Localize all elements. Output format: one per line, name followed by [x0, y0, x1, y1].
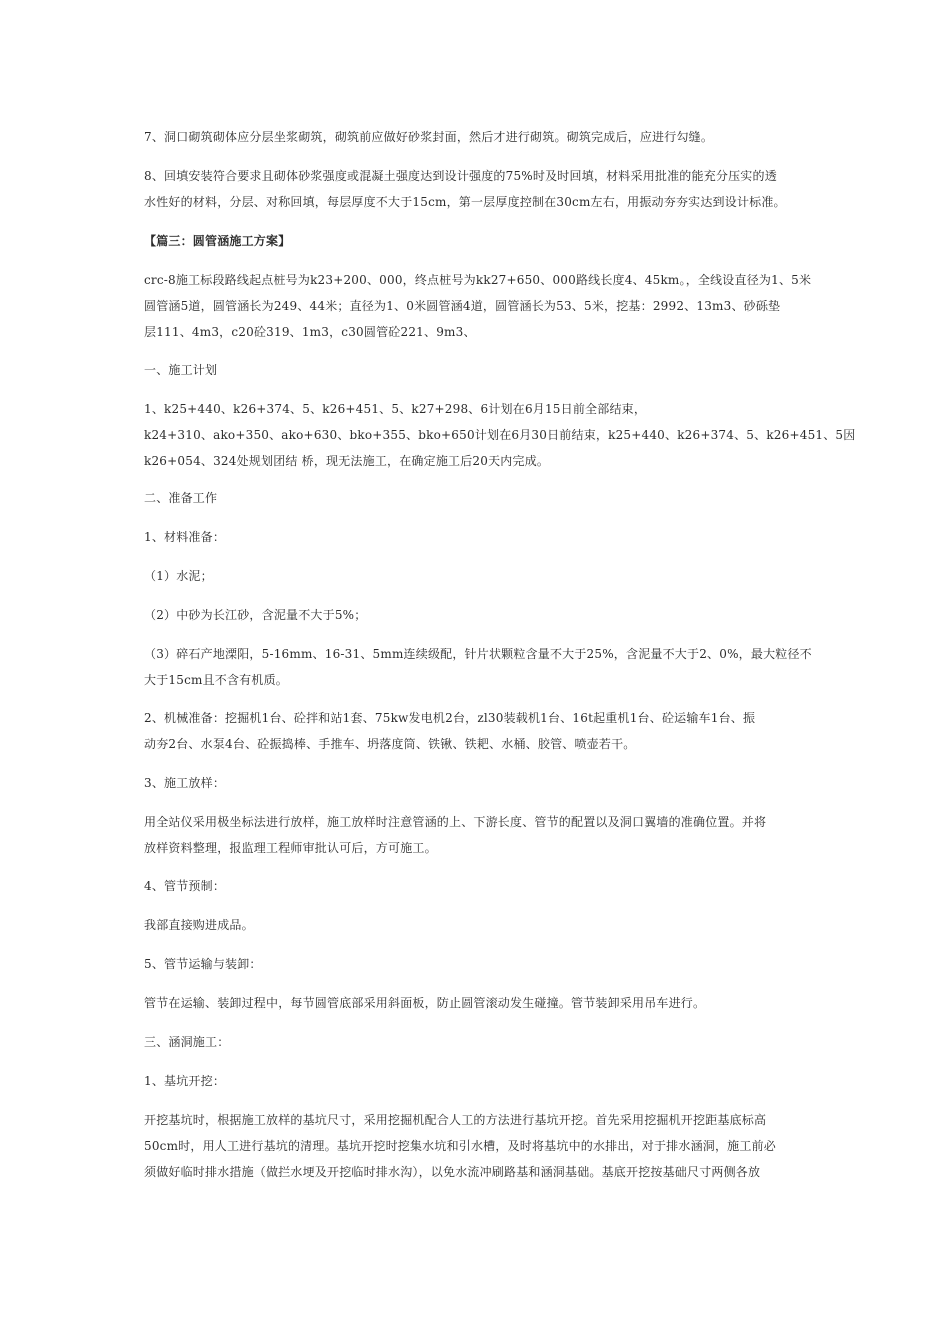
- subheading-layout: [144, 770, 804, 796]
- paragraph-layout: [144, 809, 804, 861]
- paragraph-machinery: [144, 705, 804, 757]
- heading-text: 一、施工计划: [144, 363, 218, 377]
- text-line: （3）碎石产地溧阳，5-16mm、16-31、5mm连续级配，针片状颗粒含量不大于25%，含泥量不大于2、0%，最大粒径不: [144, 647, 812, 661]
- heading-construction-plan: [144, 357, 804, 383]
- text-line: 我部直接购进成品。: [144, 918, 254, 932]
- subheading-text: 1、基坑开挖：: [144, 1074, 226, 1088]
- text-line: 大于15cm且不含有机质。: [144, 673, 288, 687]
- paragraph-project-overview: [144, 267, 812, 345]
- text-line: 圆管涵5道，圆管涵长为249、44米；直径为1、0米圆管涵4道，圆管涵长为53、5米，挖基：2992、13m3、砂砾垫: [144, 299, 781, 313]
- text-line: （2）中砂为长江砂，含泥量不大于5%；: [144, 608, 367, 622]
- heading-text: 二、准备工作: [144, 491, 218, 505]
- text-line: 2、机械准备：挖掘机1台、砼拌和站1套、75kw发电机2台，zl30装载机1台、16t起重机1台、砼运输车1台、振: [144, 711, 756, 725]
- heading-culvert-construction: [144, 1029, 804, 1055]
- heading-text: 三、涵洞施工：: [144, 1035, 230, 1049]
- text-line: 用全站仪采用极坐标法进行放样，施工放样时注意管涵的上、下游长度、管节的配置以及洞口翼墙的准确位置。并将: [144, 815, 767, 829]
- text-line: 开挖基坑时，根据施工放样的基坑尺寸，采用挖掘机配合人工的方法进行基坑开挖。首先采用挖掘机开挖距基底标高: [144, 1113, 767, 1127]
- text-line: 管节在运输、装卸过程中，每节圆管底部采用斜面板，防止圆管滚动发生碰撞。管节装卸采用吊车进行。: [144, 996, 706, 1010]
- text-line: 7、洞口砌筑砌体应分层坐浆砌筑，砌筑前应做好砂浆封面，然后才进行砌筑。砌筑完成后，应进行勾缝。: [144, 130, 714, 144]
- text-line: 8、回填安装符合要求且砌体砂浆强度或混凝土强度达到设计强度的75%时及时回填，材料采用批准的能充分压实的透: [144, 169, 777, 183]
- section-title-text: 【篇三：圆管涵施工方案】: [144, 234, 291, 248]
- text-line: 须做好临时排水措施（做拦水埂及开挖临时排水沟），以免水流冲刷路基和涵洞基础。基底开挖按基础尺寸两侧各放: [144, 1165, 761, 1179]
- subheading-text: 4、管节预制：: [144, 879, 226, 893]
- paragraph-transport: [144, 990, 804, 1016]
- subheading-text: 1、材料准备：: [144, 530, 226, 544]
- text-line: k24+310、ako+350、ako+630、bko+355、bko+650计划在6月30日前结束，k25+440、k26+374、5、k26+451、5因: [144, 428, 856, 442]
- paragraph-7-masonry: [144, 124, 804, 150]
- text-line: 放样资料整理，报监理工程师审批认可后，方可施工。: [144, 841, 437, 855]
- paragraph-8-backfill: [144, 163, 804, 215]
- text-line: 50cm时，用人工进行基坑的清理。基坑开挖时挖集水坑和引水槽，及时将基坑中的水排出，对于排水涵洞，施工前必: [144, 1139, 776, 1153]
- subheading-text: 5、管节运输与装卸：: [144, 957, 262, 971]
- paragraph-prefab: [144, 912, 804, 938]
- text-line: 1、k25+440、k26+374、5、k26+451、5、k27+298、6计划在6月15日前全部结束，: [144, 402, 647, 416]
- text-line: 动夯2台、水泵4台、砼振捣棒、手推车、坍落度筒、铁锹、铁耙、水桶、胶管、喷壶若干。: [144, 737, 636, 751]
- paragraph-excavation: [144, 1107, 804, 1185]
- text-line: crc-8施工标段路线起点桩号为k23+200、000，终点桩号为kk27+650、000路线长度4、45km。，全线设直径为1、5米: [144, 273, 812, 287]
- list-item-cement: [144, 563, 804, 589]
- subheading-excavation: [144, 1068, 804, 1094]
- text-line: 水性好的材料，分层、对称回填，每层厚度不大于15cm，第一层厚度控制在30cm左右，用振动夯夯实达到设计标准。: [144, 195, 786, 209]
- text-line: （1）水泥；: [144, 569, 213, 583]
- subheading-transport: [144, 951, 804, 977]
- subheading-prefab: [144, 873, 804, 899]
- subheading-materials: [144, 524, 804, 550]
- list-item-gravel: [144, 641, 812, 693]
- paragraph-schedule: [144, 396, 856, 474]
- list-item-sand: [144, 602, 804, 628]
- text-line: 层111、4m3，c20砼319、1m3，c30圆管砼221、9m3、: [144, 325, 476, 339]
- text-line: k26+054、324处规划团结 桥，现无法施工，在确定施工后20天内完成。: [144, 454, 550, 468]
- section-title-part-three: [144, 228, 804, 254]
- heading-preparation: [144, 485, 804, 511]
- subheading-text: 3、施工放样：: [144, 776, 226, 790]
